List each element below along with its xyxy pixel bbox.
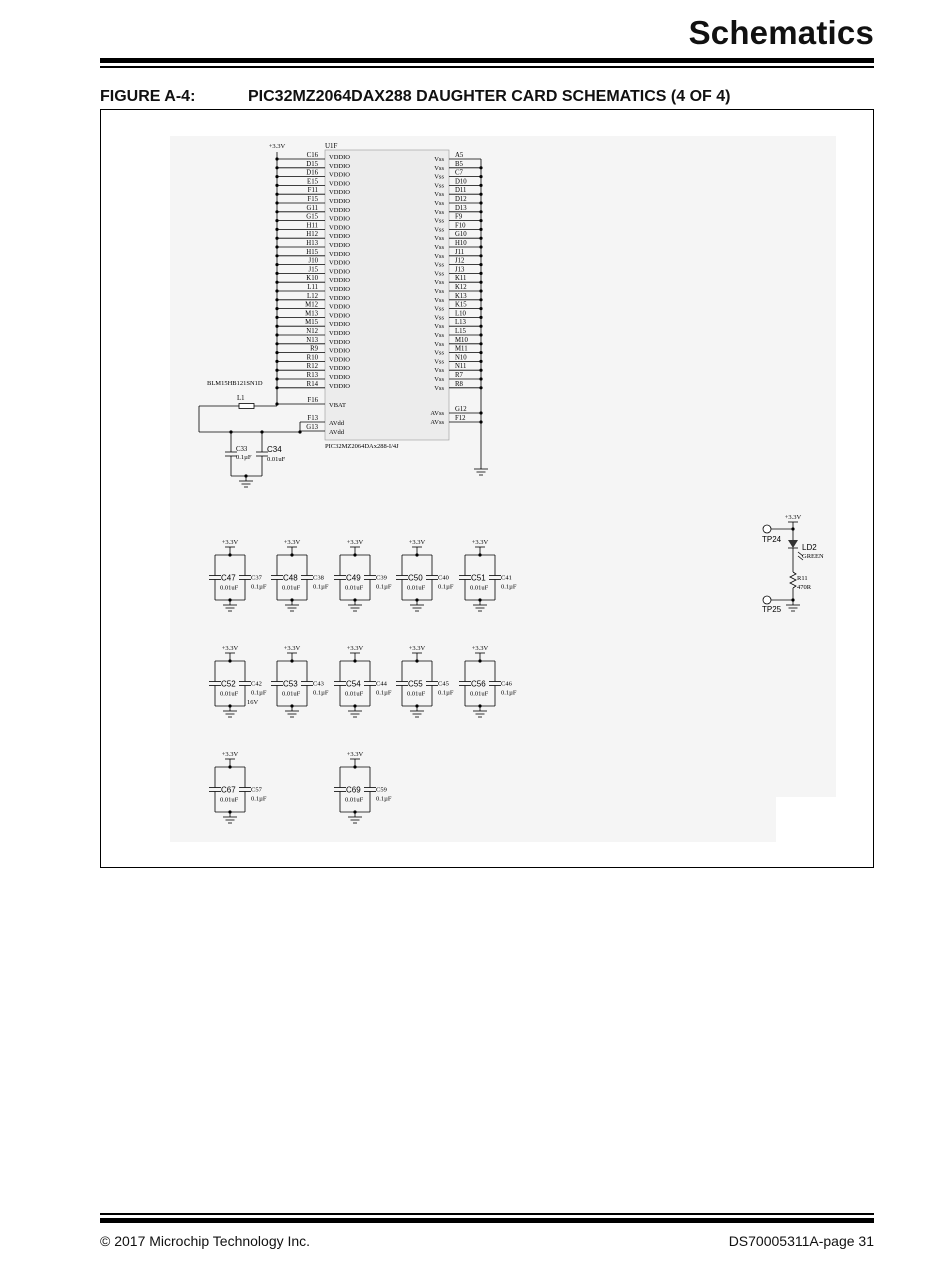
capacitor-value: 0.1µF [251, 689, 267, 697]
capacitor-ref: C37 [251, 574, 262, 582]
pin-number: E15 [307, 178, 318, 186]
pin-number: R7 [455, 372, 463, 379]
pin-number: C16 [306, 152, 318, 159]
pin-number: H10 [455, 240, 467, 247]
junction-dot [275, 201, 278, 204]
ic-ref: U1F [325, 142, 338, 150]
pin-number: D13 [455, 204, 467, 212]
pin-name: Vss [434, 182, 444, 190]
page-title: Schematics [688, 14, 874, 51]
pin-number: L13 [455, 319, 466, 327]
supply-label: +3.3V [283, 539, 301, 546]
capacitor-ref: C41 [501, 574, 512, 582]
resistor-ref: R11 [797, 575, 808, 582]
pin-number: A5 [455, 152, 464, 159]
pin-number: K11 [455, 275, 467, 283]
pin-name: Vss [434, 323, 444, 331]
junction-dot [275, 166, 278, 169]
junction-dot [791, 527, 794, 530]
pin-name: Vss [434, 332, 444, 339]
pin-name: VDDIO [329, 154, 350, 161]
pin-name: Vss [434, 358, 444, 366]
capacitor-ref: C51 [471, 573, 486, 583]
junction-dot [275, 263, 278, 266]
supply-label: +3.3V [346, 539, 364, 546]
pin-name: Vss [434, 261, 444, 269]
pin-number: H13 [306, 240, 318, 247]
junction-dot [275, 193, 278, 196]
pin-name: VDDIO [329, 303, 350, 311]
pin-name: VDDIO [329, 365, 350, 373]
pin-number: R9 [310, 345, 318, 353]
capacitor-ref: C56 [471, 679, 486, 689]
pin-name: VDDIO [329, 312, 350, 320]
pin-name: Vss [434, 305, 444, 313]
pin-number: K15 [455, 301, 467, 309]
pin-number: R14 [306, 380, 318, 388]
pin-number: J12 [455, 257, 465, 265]
pin-name: VDDIO [329, 268, 350, 276]
capacitor-ref: C33 [236, 446, 248, 453]
capacitor-ref: C54 [346, 679, 361, 689]
capacitor-value: 0.01uF [220, 690, 239, 698]
pin-number: N13 [306, 336, 318, 344]
pin-name: VDDIO [329, 374, 350, 381]
capacitor-value: 0.1µF [376, 689, 392, 697]
voltage-note: 16V [247, 699, 259, 706]
figure-title: PIC32MZ2064DAX288 DAUGHTER CARD SCHEMATICS (4 OF 4) [248, 88, 731, 105]
junction-dot [275, 184, 278, 187]
capacitor-ref: C52 [221, 679, 236, 689]
pin-name: AVdd [329, 420, 345, 427]
test-point-symbol [763, 596, 771, 604]
capacitor-value: 0.1µF [313, 689, 329, 697]
capacitor-value: 0.01uF [282, 584, 301, 592]
pin-name: VDDIO [329, 382, 350, 390]
pin-number: R13 [306, 372, 318, 379]
pin-name: Vss [434, 340, 444, 348]
capacitor-value: 0.01uF [220, 584, 239, 592]
capacitor-value: 0.1µF [251, 583, 267, 591]
pin-number: M15 [305, 319, 318, 327]
pin-name: VDDIO [329, 215, 350, 223]
supply-label: +3.3V [471, 645, 489, 652]
capacitor-value: 0.01uF [345, 584, 364, 592]
pin-number: J15 [308, 266, 318, 274]
junction-dot [275, 342, 278, 345]
capacitor-ref: C44 [376, 680, 387, 688]
capacitor-value: 0.01uF [470, 690, 489, 698]
pin-name: VDDIO [329, 189, 350, 197]
junction-dot [275, 386, 278, 389]
supply-label: +3.3V [408, 539, 426, 546]
capacitor-ref: C39 [376, 574, 387, 582]
pin-name: Vss [434, 296, 444, 304]
pin-name: Vss [434, 164, 444, 172]
supply-label: +3.3V [784, 514, 802, 521]
pin-name: VDDIO [329, 259, 350, 267]
test-point-ref: TP25 [762, 605, 782, 614]
led-color: GREEN [802, 553, 824, 560]
capacitor-value: 0.01uF [345, 796, 364, 804]
capacitor-ref: C59 [376, 786, 387, 794]
pin-number: L10 [455, 310, 466, 318]
supply-label: +3.3V [283, 645, 301, 652]
pin-name: Vss [434, 314, 444, 322]
pin-name: VDDIO [329, 294, 350, 302]
footer-rule-thick [100, 1218, 874, 1223]
pin-number: G10 [455, 231, 467, 239]
pin-name: Vss [434, 200, 444, 207]
pin-number: D10 [455, 178, 467, 186]
capacitor-value: 0.1µF [251, 795, 267, 803]
pin-number: K13 [455, 292, 467, 300]
capacitor-value: 0.1µF [313, 583, 329, 591]
pin-name: VDDIO [329, 180, 350, 188]
capacitor-ref: C50 [408, 573, 423, 583]
capacitor-ref: C40 [438, 574, 449, 582]
supply-label: +3.3V [221, 645, 239, 652]
pin-number: F16 [307, 397, 318, 404]
pin-number: F11 [307, 187, 318, 195]
pin-number: G13 [306, 424, 318, 431]
junction-dot [275, 307, 278, 310]
schematic-background [170, 136, 836, 842]
junction-dot [275, 175, 278, 178]
pin-number: F10 [455, 222, 466, 230]
pin-name: VDDIO [329, 224, 350, 232]
capacitor-value: 0.01uF [267, 456, 286, 463]
pin-name: VDDIO [329, 321, 350, 329]
pin-number: N10 [455, 354, 467, 362]
junction-dot [275, 369, 278, 372]
junction-dot [275, 351, 278, 354]
pin-name: VDDIO [329, 233, 350, 241]
footer-copyright: © 2017 Microchip Technology Inc. [100, 1233, 311, 1249]
junction-dot [275, 289, 278, 292]
pin-number: G12 [455, 406, 467, 413]
pin-name: Vss [434, 156, 444, 163]
junction-dot [479, 420, 482, 423]
junction-dot [275, 245, 278, 248]
ic-part-number: PIC32MZ2064DAx288-I/4J [325, 443, 399, 450]
capacitor-ref: C34 [267, 445, 282, 454]
pin-number: G15 [306, 213, 318, 221]
pin-number: F13 [307, 415, 318, 422]
capacitor-value: 0.01uF [407, 584, 426, 592]
supply-label: +3.3V [408, 645, 426, 652]
pin-name: VDDIO [329, 242, 350, 249]
pin-name: VDDIO [329, 338, 350, 346]
pin-name: VDDIO [329, 162, 350, 170]
pin-number: N11 [455, 363, 467, 371]
junction-dot [275, 281, 278, 284]
pin-number: G11 [306, 204, 318, 212]
pin-number: M11 [455, 345, 468, 353]
capacitor-ref: C46 [501, 680, 512, 688]
pin-name: VDDIO [329, 206, 350, 214]
pin-name: VDDIO [329, 330, 350, 337]
supply-label: +3.3V [346, 751, 364, 758]
pin-number: H12 [306, 231, 318, 239]
pin-number: D16 [306, 169, 318, 177]
pin-name: Vss [434, 217, 444, 225]
pin-name: VDDIO [329, 356, 350, 364]
capacitor-ref: C47 [221, 573, 236, 583]
schematic-background-cut [776, 797, 838, 845]
capacitor-value: 0.01uF [407, 690, 426, 698]
pin-number: K10 [306, 275, 318, 283]
capacitor-value: 0.01uF [470, 584, 489, 592]
pin-number: H11 [306, 222, 318, 230]
test-point-symbol [763, 525, 771, 533]
capacitor-ref: C45 [438, 680, 449, 688]
pin-number: J13 [455, 266, 465, 274]
pin-number: D15 [306, 160, 318, 168]
pin-number: F9 [455, 213, 463, 221]
pin-name: VDDIO [329, 286, 350, 293]
pin-name: Vss [434, 349, 444, 357]
pin-number: J10 [308, 257, 318, 265]
pin-name: Vss [434, 270, 444, 278]
pin-number: M12 [305, 301, 318, 309]
junction-dot [275, 325, 278, 328]
pin-number: F12 [455, 415, 466, 422]
pin-number: H15 [306, 248, 318, 256]
test-point-ref: TP24 [762, 535, 782, 544]
capacitor-value: 0.1µF [501, 689, 517, 697]
pin-number: F15 [307, 196, 318, 203]
pin-name: Vss [434, 384, 444, 392]
capacitor-value: 0.1µF [501, 583, 517, 591]
pin-name: VDDIO [329, 250, 350, 258]
capacitor-value: 0.1µF [438, 583, 454, 591]
capacitor-value: 0.01uF [345, 690, 364, 698]
footer-rule [100, 1213, 874, 1215]
pin-number: R8 [455, 380, 463, 388]
capacitor-ref: C69 [346, 785, 361, 795]
pin-number: N12 [306, 328, 318, 335]
pin-number: D11 [455, 187, 467, 195]
supply-label: +3.3V [221, 539, 239, 546]
supply-label: +3.3V [346, 645, 364, 652]
pin-number: M13 [305, 310, 318, 318]
supply-label: +3.3V [471, 539, 489, 546]
capacitor-ref: C55 [408, 679, 423, 689]
pin-number: B5 [455, 160, 463, 168]
pin-number: J11 [455, 248, 465, 256]
capacitor-ref: C67 [221, 785, 236, 795]
junction-dot [275, 237, 278, 240]
pin-name: Vss [434, 279, 444, 287]
junction-dot [275, 360, 278, 363]
junction-dot [275, 298, 278, 301]
led-ref: LD2 [802, 543, 817, 552]
junction-dot [275, 402, 278, 405]
junction-dot [275, 254, 278, 257]
junction-dot [275, 333, 278, 336]
pin-number: L15 [455, 328, 466, 335]
junction-dot [275, 157, 278, 160]
capacitor-value: 0.1µF [438, 689, 454, 697]
pin-name: Vss [434, 191, 444, 199]
pin-name: Vss [434, 252, 444, 260]
junction-dot [298, 430, 301, 433]
ferrite-part-number: BLM15HB121SN1D [207, 380, 263, 387]
junction-dot [479, 411, 482, 414]
ferrite-bead-symbol [239, 404, 254, 409]
pin-number: C7 [455, 169, 463, 177]
pin-name: AVdd [329, 429, 345, 436]
pin-name: Vss [434, 376, 444, 383]
capacitor-ref: C42 [251, 680, 262, 688]
junction-dot [275, 272, 278, 275]
capacitor-ref: C53 [283, 679, 298, 689]
pin-name: AVss [430, 419, 444, 426]
junction-dot [275, 377, 278, 380]
pin-name: VDDIO [329, 277, 350, 285]
pin-number: M10 [455, 336, 468, 344]
ferrite-ref: L1 [237, 395, 245, 402]
junction-dot [275, 210, 278, 213]
pin-name: VDDIO [329, 198, 350, 205]
pin-number: K12 [455, 284, 467, 291]
resistor-value: 470R [797, 584, 812, 591]
capacitor-ref: C38 [313, 574, 324, 582]
capacitor-value: 0.01uF [220, 796, 239, 804]
capacitor-value: 0.1µF [376, 795, 392, 803]
pin-number: R10 [306, 354, 318, 362]
pin-name: VBAT [329, 402, 346, 409]
junction-dot [275, 219, 278, 222]
capacitor-value: 0.1µF [236, 454, 252, 461]
pin-number: L12 [307, 292, 318, 300]
pin-name: Vss [434, 244, 444, 251]
figure-number: FIGURE A-4: [100, 88, 196, 105]
footer-doc-id: DS70005311A-page 31 [728, 1233, 874, 1249]
pin-number: L11 [307, 284, 318, 291]
pin-name: Vss [434, 288, 444, 295]
pin-number: D12 [455, 196, 467, 203]
junction-dot [275, 228, 278, 231]
supply-label: +3.3V [221, 751, 239, 758]
junction-dot [275, 316, 278, 319]
capacitor-ref: C57 [251, 786, 262, 794]
pin-name: Vss [434, 208, 444, 216]
pin-name: VDDIO [329, 171, 350, 179]
pin-name: Vss [434, 235, 444, 243]
pin-name: AVss [430, 410, 444, 417]
capacitor-ref: C49 [346, 573, 361, 583]
supply-label: +3.3V [268, 143, 286, 150]
pin-number: R12 [306, 363, 318, 371]
pin-name: Vss [434, 173, 444, 181]
pin-name: VDDIO [329, 347, 350, 355]
capacitor-ref: C43 [313, 680, 324, 688]
capacitor-value: 0.01uF [282, 690, 301, 698]
pin-name: Vss [434, 367, 444, 375]
capacitor-ref: C48 [283, 573, 298, 583]
pin-name: Vss [434, 226, 444, 234]
capacitor-value: 0.1µF [376, 583, 392, 591]
